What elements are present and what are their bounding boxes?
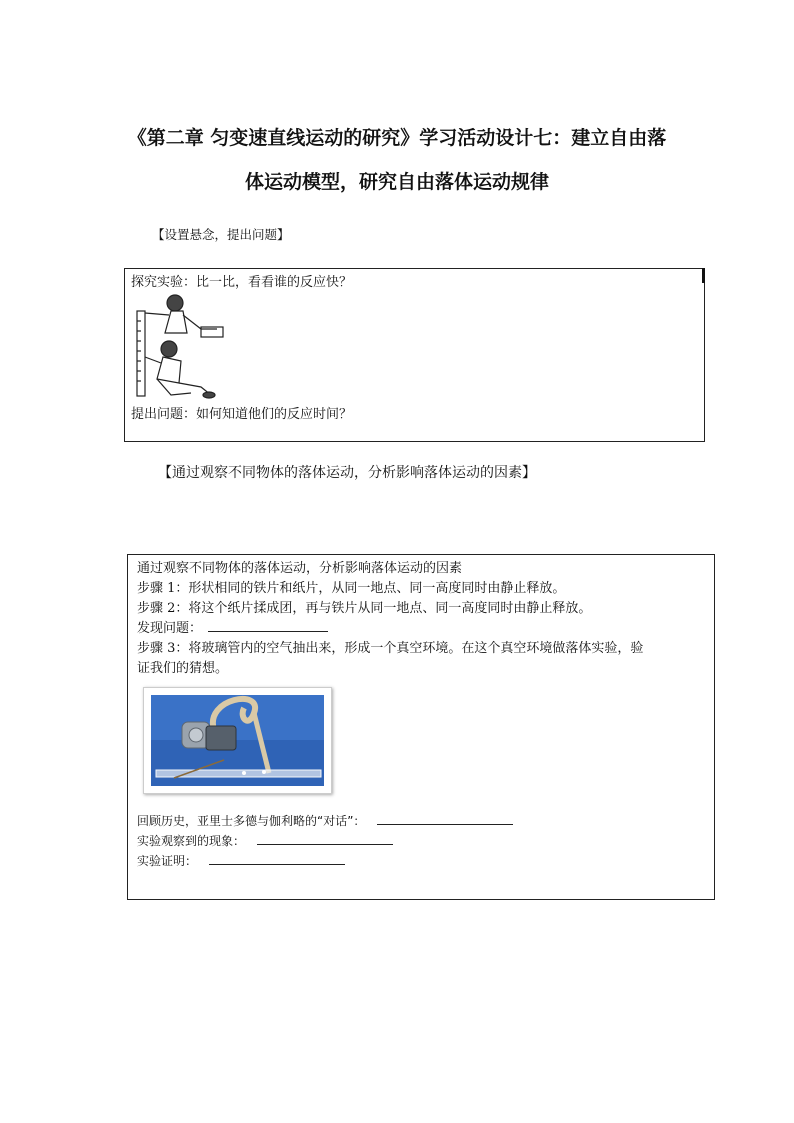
- section-heading-suspense: 【设置悬念，提出问题】: [152, 227, 290, 242]
- section-heading-factors: 【通过观察不同物体的落体运动，分析影响落体运动的因素】: [158, 465, 536, 481]
- reaction-test-illustration: [131, 291, 231, 401]
- page-title-line-1: 《第二章 匀变速直线运动的研究》学习活动设计七：建立自由落: [127, 127, 667, 149]
- proof-label: 实验证明：: [137, 854, 198, 868]
- proof-line: [137, 851, 345, 869]
- observed-line: [137, 831, 393, 849]
- vacuum-tube-photo: [143, 687, 332, 794]
- find-question-label: 发现问题：: [137, 621, 203, 636]
- find-question-blank[interactable]: [208, 618, 328, 632]
- vacuum-pump-icon: [144, 688, 331, 793]
- proof-blank[interactable]: [209, 851, 345, 865]
- experiment-box-free-fall: [127, 554, 715, 900]
- step-3-text-continued: 证我们的猜想。: [137, 661, 229, 676]
- experiment-box-reaction: [124, 268, 705, 442]
- history-line: [137, 811, 513, 829]
- observed-label: 实验观察到的现象：: [137, 834, 246, 848]
- history-label: 回顾历史，亚里士多德与伽利略的“对话”：: [137, 814, 366, 828]
- observed-blank[interactable]: [257, 831, 393, 845]
- step-1-text: 步骤 1：形状相同的铁片和纸片，从同一地点、同一高度同时由静止释放。: [137, 581, 566, 596]
- find-question-line: [137, 617, 328, 636]
- step-3-text: 步骤 3：将玻璃管内的空气抽出来，形成一个真空环境。在这个真空环境做落体实验，验: [137, 641, 644, 656]
- intro-text: 通过观察不同物体的落体运动，分析影响落体运动的因素: [137, 561, 463, 576]
- box-corner-mark: [702, 268, 705, 283]
- experiment-title: 探究实验：比一比，看看谁的反应快？: [131, 275, 353, 290]
- question-text: 提出问题：如何知道他们的反应时间？: [131, 407, 353, 422]
- page-title-line-2: 体运动模型，研究自由落体运动规律: [244, 171, 549, 193]
- history-blank[interactable]: [377, 811, 513, 825]
- step-2-text: 步骤 2：将这个纸片揉成团，再与铁片从同一地点、同一高度同时由静止释放。: [137, 601, 592, 616]
